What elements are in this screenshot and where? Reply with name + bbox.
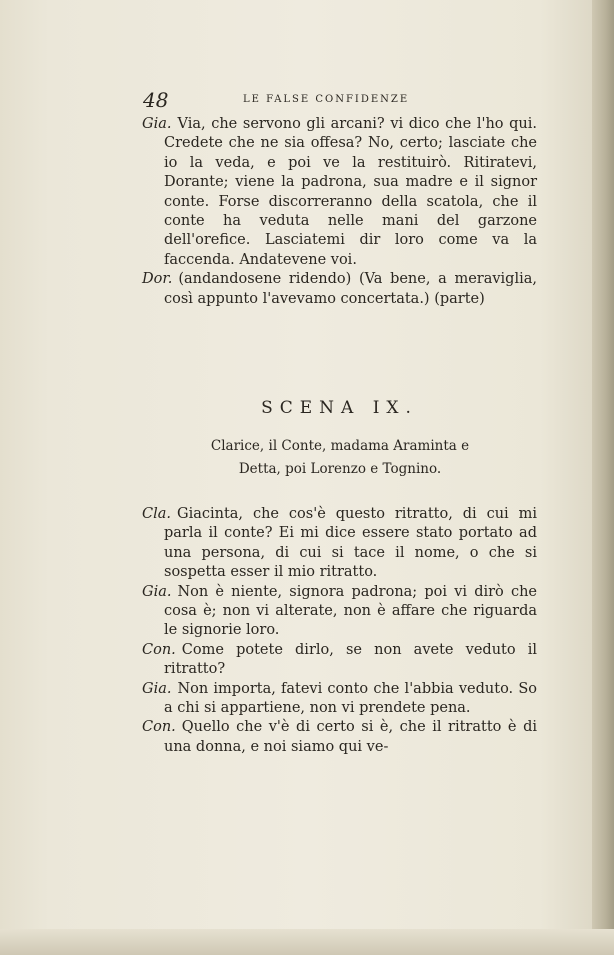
speech-text: Non è niente, signora padrona; poi vi dirò che cosa è; non vi alterate, non è affare che riguarda le signorie loro.: [164, 583, 537, 639]
scene-characters: [150, 435, 530, 481]
speaker-label: Con.: [142, 719, 176, 736]
speech-text: Non importa, fatevi conto che l'abbia veduto. So a chi si appartiene, non vi prendete pena.: [164, 680, 537, 717]
speaker-label: Gia.: [142, 680, 172, 697]
running-title: LE FALSE CONFIDENZE: [243, 94, 410, 105]
speech-text: (andandosene ridendo) (Va bene, a meraviglia, così appunto l'avevamo concertata.) (parte): [164, 271, 537, 307]
speaker-label: Gia.: [142, 116, 172, 132]
speaker-label: Dor.: [142, 271, 173, 288]
speaker-label: Con.: [142, 641, 176, 658]
dialogue-block-2: [142, 505, 537, 757]
speech-cla-1: [142, 505, 537, 583]
page-bottom-edge: [0, 929, 614, 955]
speech-gia-2: [142, 583, 537, 641]
speech-con-2: [142, 718, 537, 757]
characters-line-1: Clarice, il Conte, madama Araminta e: [210, 438, 470, 454]
speech-gia-1: [142, 115, 537, 270]
page-header: [143, 90, 535, 112]
characters-line-2: Detta, poi Lorenzo e Tognino.: [238, 461, 442, 477]
scene-title: SCENA IX.: [261, 398, 418, 418]
speech-dor-1: [142, 270, 537, 309]
dialogue-block-1: [142, 115, 537, 309]
speech-text: Via, che servono gli arcani? vi dico che l'ho qui. Credete che ne sia offesa? No, certo; lasciate che io la veda, e poi ve la restituirò. Ritiratevi, Dorante; viene la padrona, sua madre e il signor conte. Forse discorreranno della scatola, che il conte ha veduta nelle mani del garzone dell'orefice. Lasciatemi dir loro come va la faccenda. Andatevene voi.: [164, 116, 537, 268]
speech-text: Giacinta, che cos'è questo ritratto, di cui mi parla il conte? Ei mi dice essere stato portato ad una persona, di cui si tace il nome, o che si sospetta esser il mio ritratto.: [164, 506, 537, 581]
speech-text: Come potete dirlo, se non avete veduto il ritratto?: [164, 641, 537, 678]
speech-text: Quello che v'è di certo si è, che il ritratto è di una donna, e noi siamo qui ve-: [164, 719, 537, 755]
speech-con-1: [142, 641, 537, 680]
page-spine-edge: [592, 0, 614, 955]
speech-gia-3: [142, 680, 537, 719]
speaker-label: Cla.: [142, 506, 171, 522]
page-number: 48: [143, 88, 169, 112]
speaker-label: Gia.: [142, 583, 172, 600]
